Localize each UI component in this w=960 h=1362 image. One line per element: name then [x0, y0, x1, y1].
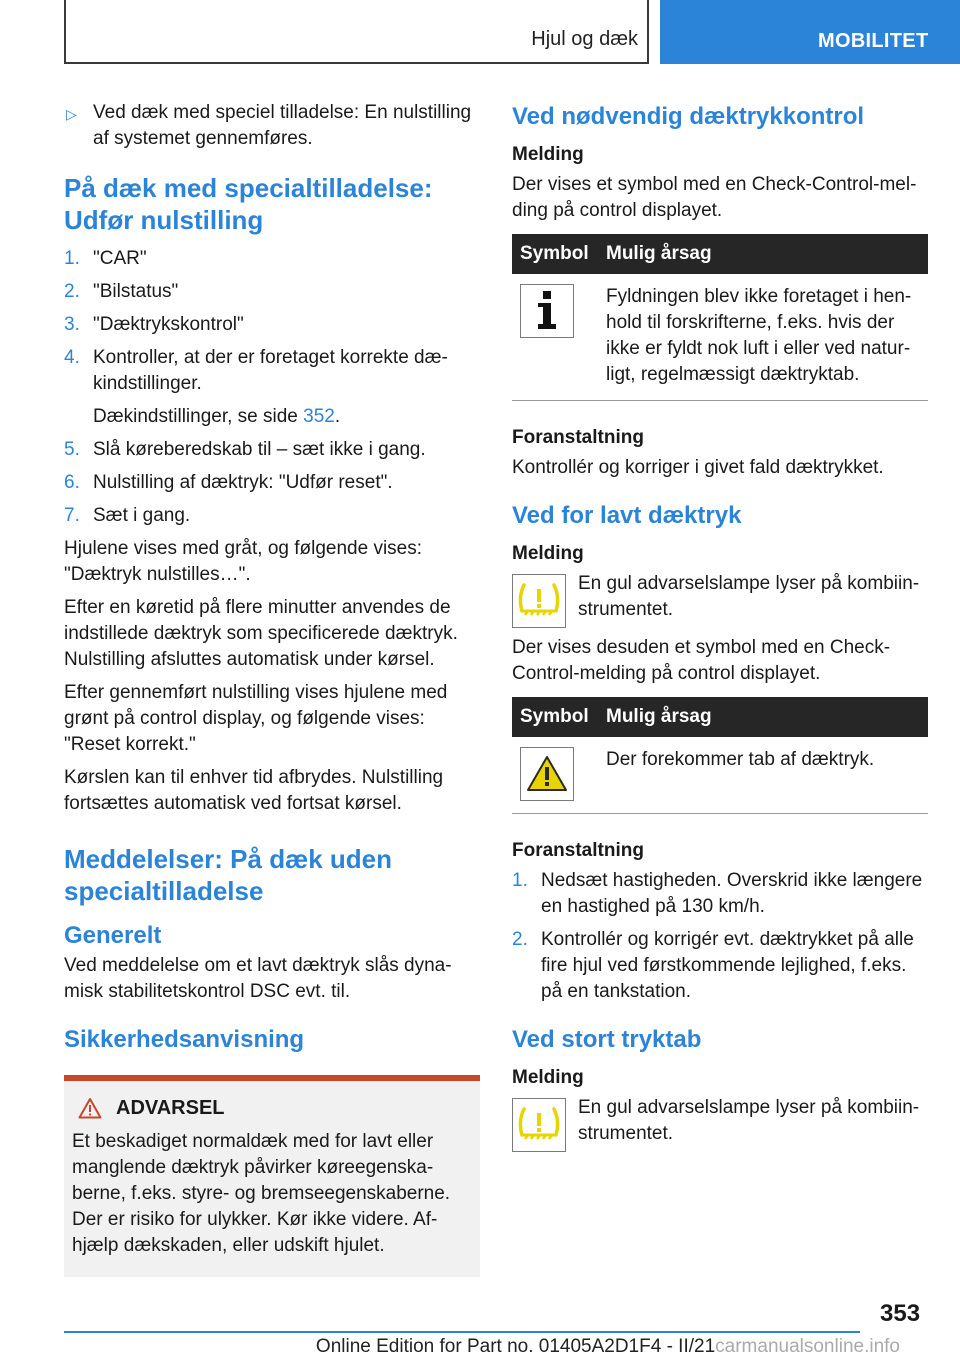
heading-required-check: Ved nødvendig dæktrykkontrol [512, 103, 865, 130]
subheading-message: Melding [512, 1067, 584, 1088]
heading-messages: Meddelelser: På dæk uden specialtilladelse [64, 844, 392, 906]
paragraph: Hjulene vises med gråt, og følgende vises: "Dæktryk nulstilles…". [64, 538, 423, 585]
lamp-text: En gul advarselslampe lyser på kombiinstrumentet. [578, 573, 920, 620]
table-row [512, 274, 928, 401]
symbol-table [512, 697, 928, 814]
heading-general: Generelt [64, 922, 162, 949]
footer-divider [64, 1331, 860, 1333]
column-header: Symbol [512, 234, 606, 274]
paragraph: Der vises desuden et symbol med en Check-Control-melding på control displayet. [512, 637, 891, 684]
heading-big-loss: Ved stort tryktab [512, 1026, 702, 1053]
table-cell: Der forekommer tab af dæktryk. [606, 737, 928, 814]
reset-steps [64, 246, 480, 397]
column-header: Symbol [512, 697, 606, 737]
list-item: ▷ Ved dæk med speciel tilladelse: En nulstilling af systemet gennemføres. [66, 102, 472, 149]
subheading-measure: Foranstaltning [512, 840, 644, 861]
list-item: 2. Kontrollér og korrigér evt. dæktrykket på alle fire hjul ved førstkommende lejlighed, f.eks. på en tankstation. [512, 929, 914, 1002]
paragraph: Der vises et symbol med en Check-Control-melding på control displayet. [512, 174, 917, 221]
info-icon [520, 284, 574, 338]
paragraph: Efter en køretid på flere minutter anvendes de indstillede dæktryk som specificerede dæktryk. Nulstilling afsluttes automatisk under kørsel. [64, 597, 458, 670]
list-item: 4. Kontroller, at der er foretaget korrekte dækindstillinger. [64, 347, 448, 394]
chapter-tab[interactable] [660, 0, 960, 64]
page-number: 353 [880, 1300, 921, 1327]
table-header [512, 697, 928, 737]
heading-low-pressure: Ved for lavt dæktryk [512, 502, 742, 529]
warning-triangle-icon [78, 1097, 102, 1119]
list-item: 1. Nedsæt hastigheden. Overskrid ikke længere en hastighed på 130 km/h. [512, 870, 923, 917]
heading-safety: Sikkerhedsanvisning [64, 1026, 305, 1053]
footer-edition: Online Edition for Part no. 01405A2D1F4 - II/21carmanualsonline.info [315, 1336, 900, 1357]
column-header: Mulig årsag [606, 697, 928, 737]
section-title: Hjul og dæk [531, 28, 638, 50]
warning-triangle-icon [520, 747, 574, 801]
table-row [512, 737, 928, 814]
tire-pressure-warning-icon [512, 1098, 566, 1152]
subheading-message: Melding [512, 543, 584, 564]
lamp-text: En gul advarselslampe lyser på kombiinstrumentet. [578, 1097, 920, 1144]
list-item: 1. "CAR" [64, 248, 147, 269]
right-column [512, 100, 928, 1159]
watermark: carmanualsonline.info [715, 1336, 900, 1357]
list-item: 5. Slå køreberedskab til – sæt ikke i gang. [64, 439, 426, 460]
list-item: 6. Nulstilling af dæktryk: "Udfør reset". [64, 472, 393, 493]
table-cell: Fyldningen blev ikke foretaget i henhold til forskrifterne, f.eks. hvis der ikke er fyldt nok luft i eller ved naturligt, regelmæssigt dæktryktab. [606, 274, 928, 401]
tire-pressure-warning-icon [512, 574, 566, 628]
table-header [512, 234, 928, 274]
paragraph: Kørslen kan til enhver tid afbrydes. Nulstilling fortsættes automatisk ved fortsat kørsel. [64, 767, 444, 814]
subheading-measure: Foranstaltning [512, 427, 644, 448]
measure-steps [512, 868, 928, 1005]
left-column [64, 100, 480, 1277]
symbol-table [512, 234, 928, 401]
paragraph: Kontrollér og korriger i givet fald dæktrykket. [512, 457, 884, 478]
chapter-label: MOBILITET [818, 30, 929, 52]
paragraph: Efter gennemført nulstilling vises hjulene med grønt på control display, og følgende vises: "Reset korrekt." [64, 682, 448, 755]
column-header: Mulig årsag [606, 234, 928, 274]
list-item: 3. "Dæktrykskontrol" [64, 314, 244, 335]
list-item: 2. "Bilstatus" [64, 281, 179, 302]
warning-lamp-row [512, 571, 928, 628]
reset-steps-continued [64, 437, 480, 529]
warning-box [64, 1075, 480, 1277]
warning-lamp-row [512, 1095, 928, 1152]
list-item: 7. Sæt i gang. [64, 505, 191, 526]
page-link[interactable]: 352 [303, 406, 335, 427]
warning-title: ADVARSEL [72, 1095, 472, 1121]
subheading-message: Melding [512, 144, 584, 165]
warning-text: Et beskadiget normaldæk med for lavt eller manglende dæktryk påvirker køreegenskaberne, f.eks. styre- og bremseegenskaberne. Der er risiko for ulykker. Kør ikke videre. Afhjælp dækskaden, eller udskift hjulet. [72, 1131, 451, 1256]
step4-note: Dækindstillinger, se side 352. [93, 406, 341, 427]
paragraph: Ved meddelelse om et lavt dæktryk slås dynamisk stabilitetskontrol DSC evt. til. [64, 955, 452, 1002]
heading-special-tyres: På dæk med specialtilladelse: Udfør nulstilling [64, 173, 433, 235]
triangle-bullet-icon: ▷ [66, 106, 77, 122]
